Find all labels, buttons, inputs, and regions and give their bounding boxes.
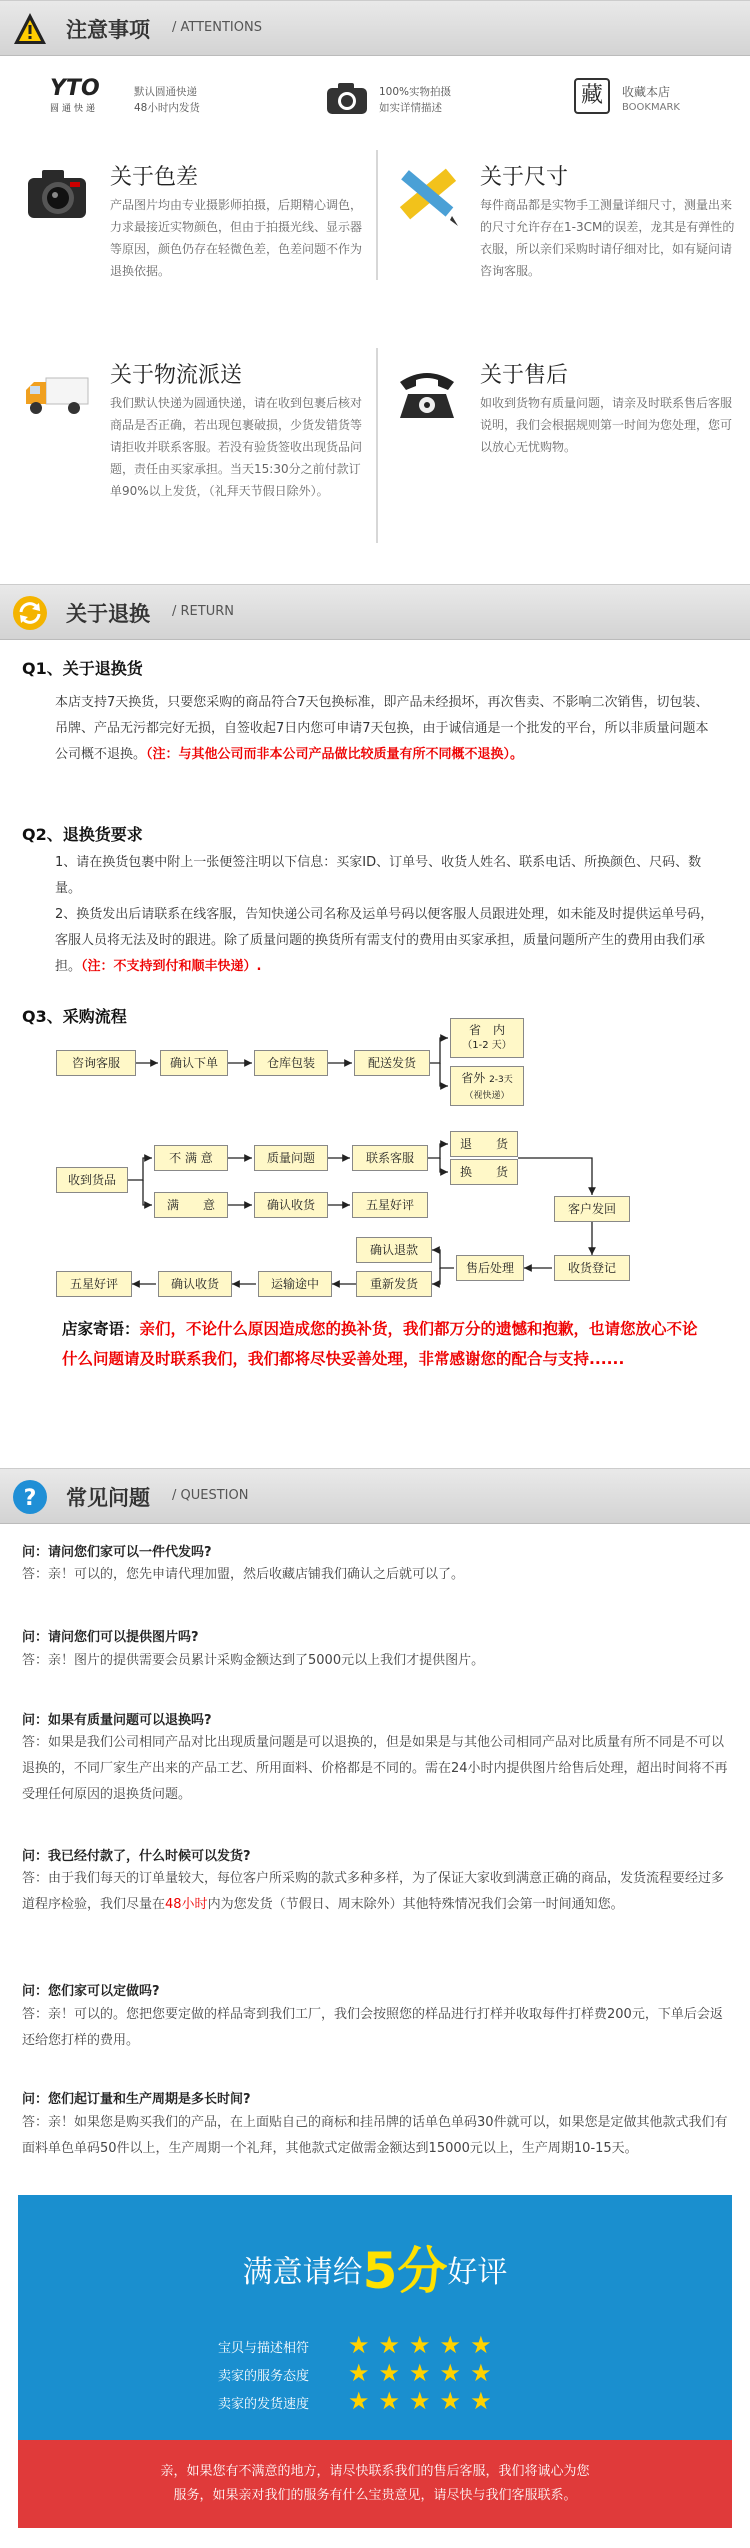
- banner-footer: 亲，如果您有不满意的地方，请尽快联系我们的售后客服，我们将诚心为您 服务，如果亲对我们的服务有什么宝贵意见，请尽快与我们客服联系。: [18, 2440, 732, 2528]
- flow-confirm-receipt: 确认收货: [254, 1192, 328, 1218]
- warning-icon: [12, 11, 48, 47]
- block-title: 关于售后: [480, 363, 569, 388]
- divider: [376, 348, 378, 543]
- section-title-en: / RETURN: [172, 604, 234, 619]
- section-title: 关于退换: [66, 602, 150, 626]
- q1-title: Q1、关于退换货: [22, 659, 143, 678]
- flow-confirm-receipt-2: 确认收货: [158, 1271, 232, 1297]
- yto-logo: YTO 圆通快递: [50, 76, 100, 114]
- flow-five-star: 五星好评: [352, 1192, 428, 1218]
- faq-answer: 答：亲！可以的，您先申请代理加盟，然后收藏店铺我们确认之后就可以了。: [22, 1567, 465, 1582]
- faq-header: [0, 1468, 750, 1524]
- real-photo-badge: 100%实物拍摄 如实详情描述: [325, 70, 485, 130]
- faq-question: 问：请问您们可以提供图片吗?: [22, 1630, 199, 1645]
- flow-consult: 咨询客服: [56, 1050, 136, 1076]
- flow-confirm-refund: 确认退款: [356, 1237, 432, 1263]
- q1-text: 本店支持7天换货，只要您采购的商品符合7天包换标准，即产品未经损坏，再次售卖、不影响二次销售，切包装、吊牌、产品无污都完好无损，自签收起7日内您可申请7天包换，由于诚信通是一个批发的平台，所以非质量问题本公司概不退换。（注：与其他公司而非本公司产品做比较质量有所不同概不退换）。: [55, 695, 709, 762]
- q2-title: Q2、退换货要求: [22, 825, 143, 844]
- banner-title: 满意请给5分好评: [242, 2242, 508, 2300]
- faq-question: 问：请问您们家可以一件代发吗?: [22, 1545, 212, 1560]
- flow-in-province: 省 内 （1-2 天）: [450, 1018, 524, 1058]
- faq-answer: 答：由于我们每天的订单量较大，每位客户所采购的款式多种多样，为了保证大家收到满意正确的商品，发货流程要经过多道程序检验，我们尽量在48小时内为您发货（节假日、周末除外）其他特殊情况我们会第一时间通知您。: [22, 1871, 725, 1912]
- faq-question: 问：我已经付款了，什么时候可以发货?: [22, 1849, 251, 1864]
- stars-icon: ★★★★★: [348, 2331, 501, 2359]
- flow-exchange: 换 货: [450, 1159, 518, 1185]
- flow-five-star-2: 五星好评: [56, 1271, 132, 1297]
- q2-text: 1、请在换货包裹中附上一张便签注明以下信息：买家ID、订单号、收货人姓名、联系电话、所换颜色、尺码、数量。 2、换货发出后请联系在线客服，告知快递公司名称及运单号码以便客服人员跟进处理，如未能及时提供运单号码，客服人员将无法及时的跟进。除了质量问题的换货所有需支付的费用由买家承担，质量问题所产生的费用由我们承担。（注：不支持到付和顺丰快递）.: [55, 855, 714, 974]
- block-title: 关于物流派送: [110, 363, 243, 388]
- q3-title: Q3、采购流程: [22, 1007, 127, 1026]
- stars-icon: ★★★★★: [348, 2387, 501, 2415]
- flow-after-sale: 售后处理: [456, 1255, 524, 1281]
- flow-reship: 重新发货: [356, 1271, 432, 1297]
- faq-question: 问：您们家可以定做吗?: [22, 1984, 160, 1999]
- section-title-en: / QUESTION: [172, 1488, 249, 1503]
- question-icon: [12, 1479, 48, 1515]
- divider: [376, 150, 378, 280]
- section-title: 注意事项: [66, 18, 150, 42]
- flow-confirm-order: 确认下单: [160, 1050, 228, 1076]
- faq-answer: 答：亲！图片的提供需要会员累计采购金额达到了5000元以上我们才提供图片。: [22, 1653, 485, 1668]
- refresh-arrows-icon: [12, 595, 48, 631]
- rating-row: 卖家的发货速度 ★★★★★: [218, 2387, 501, 2415]
- faq-answer: 答：如果是我们公司相同产品对比出现质量问题是可以退换的，但是如果是与其他公司相同产品对比质量有所不同是不可以退换的，不同厂家生产出来的产品工艺、所用面料、价格都是不同的。需在24小时内提供图片给售后处理，超出时间将不再受理任何原因的退换货问题。: [22, 1735, 728, 1802]
- block-title: 关于尺寸: [480, 165, 569, 190]
- block-text: 产品图片均由专业摄影师拍摄，后期精心调色，力求最接近实物颜色，但由于拍摄光线、显示器等原因，颜色仍存在轻微色差，色差问题不作为退换依据。: [110, 198, 363, 278]
- faq-answer: 答：亲！可以的。您把您要定做的样品寄到我们工厂，我们会按照您的样品进行打样并收取每件打样费200元，下单后会返还给您打样的费用。: [22, 2007, 723, 2048]
- flow-customer-ship: 客户发回: [554, 1196, 630, 1222]
- flow-receipt-register: 收货登记: [554, 1255, 630, 1281]
- telephone-icon: [392, 358, 462, 428]
- faq-question: 问：如果有质量问题可以退换吗?: [22, 1713, 212, 1728]
- shop-note: 店家寄语：亲们，不论什么原因造成您的换补货，我们都万分的遗憾和抱歉，也请您放心不论什么问题请及时联系我们，我们都将尽快妥善处理，非常感谢您的配合与支持......: [62, 1320, 698, 1368]
- dslr-camera-icon: [22, 160, 92, 230]
- block-text: 如收到货物有质量问题，请亲及时联系售后客服说明，我们会根据规则第一时间为您处理，您可以放心无忧购物。: [480, 396, 733, 454]
- block-text: 我们默认快递为圆通快递，请在收到包裹后核对商品是否正确，若出现包裹破损，少货发错货等请拒收并联系客服。若没有验货签收出现货品问题，责任由买家承担。当天15:30分之前付款订单90%以上发货，（礼拜天节假日除外）。: [110, 396, 363, 498]
- section-title: 常见问题: [66, 1486, 150, 1510]
- flow-receive: 收到货品: [56, 1167, 128, 1193]
- flow-in-transit: 运输途中: [258, 1271, 332, 1297]
- flow-out-province: 省外 2-3天 （视快递）: [450, 1066, 524, 1106]
- ruler-pencil-icon: [392, 160, 462, 230]
- flow-contact-service: 联系客服: [352, 1145, 428, 1171]
- rating-row: 宝贝与描述相符 ★★★★★: [218, 2331, 501, 2359]
- yto-badge: YTO 圆通快递 默认圆通快递 48小时内发货: [50, 76, 200, 114]
- service-badges: [0, 70, 750, 130]
- camera-icon: [325, 80, 369, 116]
- faq-question: 问：您们起订量和生产周期是多长时间?: [22, 2092, 251, 2107]
- stars-icon: ★★★★★: [348, 2359, 501, 2387]
- flow-satisfied: 满 意: [154, 1192, 228, 1218]
- flow-quality-issue: 质量问题: [254, 1145, 328, 1171]
- attentions-header: [0, 0, 750, 56]
- rating-banner: [18, 2195, 732, 2440]
- flow-warehouse-pack: 仓库包装: [254, 1050, 328, 1076]
- flow-refund: 退 货: [450, 1131, 518, 1157]
- bookmark-icon: 藏: [574, 78, 610, 114]
- block-title: 关于色差: [110, 165, 199, 190]
- rating-row: 卖家的服务态度 ★★★★★: [218, 2359, 501, 2387]
- flow-dispatch: 配送发货: [354, 1050, 430, 1076]
- bookmark-badge[interactable]: 藏 收藏本店 BOOKMARK: [574, 70, 724, 130]
- delivery-truck-icon: [22, 358, 92, 428]
- return-header: [0, 584, 750, 640]
- svg-text:?: ?: [23, 1486, 37, 1511]
- flow-unsatisfied: 不 满 意: [154, 1145, 228, 1171]
- section-title-en: / ATTENTIONS: [172, 20, 262, 35]
- faq-answer: 答：亲！如果您是购买我们的产品，在上面贴自己的商标和挂吊牌的话单色单码30件就可以，如果您是定做其他款式我们有面料单色单码50件以上，生产周期一个礼拜，其他款式定做需金额达到15000元以上，生产周期10-15天。: [22, 2115, 728, 2156]
- block-text: 每件商品都是实物手工测量详细尺寸，测量出来的尺寸允许存在1-3CM的误差，龙其是有弹性的衣服，所以亲们采购时请仔细对比，如有疑问请咨询客服。: [480, 198, 735, 278]
